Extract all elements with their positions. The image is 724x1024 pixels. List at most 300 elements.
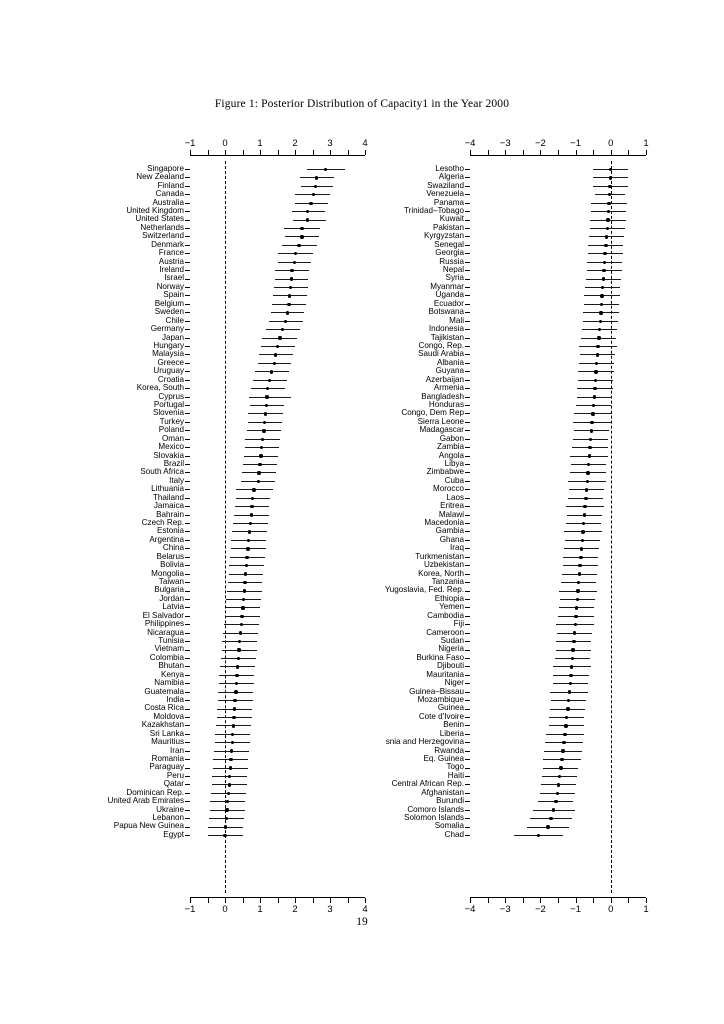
- posterior-mean-point: [564, 724, 567, 727]
- country-label: Indonesia: [428, 324, 464, 334]
- posterior-mean-point: [608, 185, 611, 188]
- row-axis-tick: [465, 388, 470, 389]
- row-axis-tick: [465, 810, 470, 811]
- country-label: Malaysia: [152, 349, 184, 359]
- country-label: Afghanistan: [421, 787, 464, 797]
- country-label: Lithuania: [151, 484, 184, 494]
- country-label: Ethiopia: [434, 593, 464, 603]
- posterior-mean-point: [554, 800, 557, 803]
- row-axis-tick: [465, 498, 470, 499]
- posterior-mean-point: [565, 716, 568, 719]
- posterior-mean-point: [571, 648, 574, 651]
- country-label: Switzerland: [142, 231, 184, 241]
- x-tick: [540, 898, 541, 903]
- row-axis-tick: [465, 692, 470, 693]
- country-label: Tanzania: [431, 576, 464, 586]
- country-label: Burkina Faso: [416, 652, 464, 662]
- country-label: Bangladesh: [421, 391, 464, 401]
- country-label: Fiji: [453, 619, 464, 629]
- country-label: Israel: [164, 273, 184, 283]
- country-label: Slovenia: [152, 408, 184, 418]
- posterior-mean-point: [576, 589, 579, 592]
- country-label: Mauritius: [151, 737, 184, 747]
- country-label: Swaziland: [427, 180, 464, 190]
- row-axis-tick: [465, 472, 470, 473]
- country-label: Hungary: [153, 340, 184, 350]
- row-axis-tick: [465, 329, 470, 330]
- country-label: Chad: [444, 829, 464, 839]
- posterior-mean-point: [569, 674, 572, 677]
- country-label: Netherlands: [140, 222, 184, 232]
- country-label: Bhutan: [158, 661, 184, 671]
- posterior-mean-point: [571, 657, 574, 660]
- row-axis-tick: [465, 422, 470, 423]
- country-label: Mozambique: [417, 694, 464, 704]
- row-axis-tick: [465, 236, 470, 237]
- row-axis-tick: [465, 717, 470, 718]
- posterior-mean-point: [575, 606, 578, 609]
- posterior-mean-point: [603, 261, 606, 264]
- country-label: Guinea–Bissau: [409, 686, 464, 696]
- country-label: Uruguay: [153, 366, 184, 376]
- row-axis-tick: [465, 312, 470, 313]
- x-tick: [505, 150, 506, 155]
- row-axis-tick: [465, 253, 470, 254]
- page-number: 19: [356, 916, 368, 928]
- posterior-mean-point: [558, 775, 561, 778]
- country-label: Canada: [155, 189, 184, 199]
- country-label: Tunisia: [158, 635, 184, 645]
- country-label: Somalia: [434, 821, 464, 831]
- row-axis-tick: [465, 346, 470, 347]
- row-axis-tick: [465, 413, 470, 414]
- country-label: Korea, North: [418, 568, 464, 578]
- row-axis-tick: [465, 380, 470, 381]
- country-label: Panama: [433, 197, 464, 207]
- country-label: India: [166, 694, 184, 704]
- x-tick: [628, 150, 629, 155]
- posterior-mean-point: [602, 277, 605, 280]
- country-label: Croatia: [157, 374, 184, 384]
- row-axis-tick: [465, 228, 470, 229]
- row-axis-tick: [465, 439, 470, 440]
- posterior-mean-point: [557, 783, 560, 786]
- country-label: Kuwait: [439, 214, 464, 224]
- country-label: Uganda: [435, 290, 464, 300]
- country-label: Mongolia: [151, 568, 184, 578]
- country-label: Mali: [449, 315, 464, 325]
- posterior-mean-point: [560, 758, 563, 761]
- posterior-mean-point: [579, 556, 582, 559]
- country-label: Honduras: [428, 399, 464, 409]
- row-axis-tick: [465, 768, 470, 769]
- country-label: Zambia: [437, 442, 464, 452]
- x-tick: [540, 150, 541, 155]
- x-tick: [523, 898, 524, 903]
- x-tick-label: 1: [257, 904, 263, 915]
- row-axis-tick: [465, 464, 470, 465]
- country-label: snia and Herzegovina: [385, 737, 464, 747]
- row-axis-tick: [465, 633, 470, 634]
- posterior-mean-point: [600, 294, 603, 297]
- posterior-mean-point: [570, 665, 573, 668]
- country-label: Gabon: [439, 433, 464, 443]
- country-label: Haiti: [447, 770, 464, 780]
- row-axis-tick: [465, 565, 470, 566]
- country-label: New Zealand: [136, 172, 184, 182]
- country-label: Austria: [158, 256, 184, 266]
- row-axis-tick: [465, 186, 470, 187]
- country-label: Djibouti: [437, 661, 464, 671]
- country-label: Turkmenistan: [415, 551, 464, 561]
- posterior-mean-point: [587, 463, 590, 466]
- row-axis-tick: [465, 279, 470, 280]
- country-label: China: [162, 543, 184, 553]
- row-axis-tick: [465, 506, 470, 507]
- posterior-mean-point: [569, 682, 572, 685]
- country-label: Czech Rep.: [141, 517, 184, 527]
- posterior-mean-point: [566, 707, 569, 710]
- x-tick: [576, 898, 577, 903]
- posterior-mean-point: [567, 699, 570, 702]
- x-tick-label: 0: [608, 138, 614, 149]
- posterior-mean-point: [574, 623, 577, 626]
- x-tick: [646, 150, 647, 155]
- figure-caption: Figure 1: Posterior Distribution of Capacity1 in the Year 2000: [214, 98, 510, 110]
- country-label: Russia: [439, 256, 464, 266]
- country-label: Nigeria: [438, 644, 464, 654]
- row-axis-tick: [465, 742, 470, 743]
- posterior-mean-point: [572, 640, 575, 643]
- row-axis-tick: [465, 658, 470, 659]
- row-axis-tick: [465, 616, 470, 617]
- x-tick-label: 3: [327, 904, 333, 915]
- x-tick: [576, 150, 577, 155]
- row-axis-tick: [465, 523, 470, 524]
- country-label: Albania: [436, 357, 464, 367]
- posterior-mean-point: [561, 749, 564, 752]
- country-label: Gambia: [435, 526, 464, 536]
- x-tick-label: −3: [499, 904, 511, 915]
- row-axis-tick: [465, 430, 470, 431]
- country-label: Korea, South: [136, 383, 184, 393]
- x-tick-label: −1: [570, 904, 582, 915]
- country-label: Egypt: [163, 829, 184, 839]
- country-label: France: [158, 248, 184, 258]
- row-axis-tick: [465, 582, 470, 583]
- x-tick-label: −2: [534, 138, 546, 149]
- country-label: Finland: [157, 180, 184, 190]
- posterior-mean-point: [596, 345, 599, 348]
- posterior-mean-point: [586, 480, 589, 483]
- x-tick: [558, 898, 559, 903]
- country-label: Namibia: [154, 678, 184, 688]
- country-label: Iran: [170, 745, 184, 755]
- posterior-mean-point: [591, 412, 594, 415]
- country-label: Kenya: [161, 669, 184, 679]
- posterior-mean-point: [593, 387, 596, 390]
- x-tick: [523, 150, 524, 155]
- country-label: Bahrain: [156, 509, 184, 519]
- country-label: Saudi Arabia: [418, 349, 464, 359]
- posterior-mean-point: [537, 834, 540, 837]
- x-tick-label: 0: [608, 904, 614, 915]
- posterior-mean-point: [559, 766, 562, 769]
- posterior-mean-point: [581, 530, 584, 533]
- country-label: El Salvador: [142, 610, 184, 620]
- posterior-mean-point: [605, 235, 608, 238]
- posterior-mean-point: [590, 429, 593, 432]
- country-label: Japan: [161, 332, 184, 342]
- country-label: Taiwan: [158, 576, 184, 586]
- posterior-mean-point: [592, 404, 595, 407]
- posterior-mean-point: [606, 227, 609, 230]
- country-label: Italy: [169, 475, 184, 485]
- country-label: South Africa: [140, 467, 184, 477]
- country-label: Costa Rica: [144, 703, 184, 713]
- row-axis-tick: [465, 776, 470, 777]
- x-tick: [488, 898, 489, 903]
- x-tick-label: −4: [464, 904, 476, 915]
- country-label: Qatar: [163, 779, 184, 789]
- country-label: Azerbaijan: [425, 374, 464, 384]
- posterior-mean-point: [588, 446, 591, 449]
- x-tick: [558, 150, 559, 155]
- posterior-mean-point: [594, 379, 597, 382]
- row-axis-tick: [465, 203, 470, 204]
- posterior-mean-point: [586, 471, 589, 474]
- country-label: Guatemala: [144, 686, 184, 696]
- country-label: Peru: [166, 770, 184, 780]
- country-label: Slovakia: [153, 450, 184, 460]
- country-label: Sweden: [154, 307, 184, 317]
- country-label: Chile: [165, 315, 184, 325]
- country-label: Morocco: [432, 484, 464, 494]
- posterior-mean-point: [578, 564, 581, 567]
- posterior-mean-point: [603, 252, 606, 255]
- country-label: Myanmar: [430, 281, 464, 291]
- country-label: Cote d'Ivoire: [418, 711, 464, 721]
- posterior-mean-point: [606, 218, 609, 221]
- country-label: Romania: [151, 754, 184, 763]
- country-label: Libya: [444, 458, 464, 468]
- country-label: Eritrea: [440, 501, 464, 511]
- posterior-mean-point: [581, 539, 584, 542]
- country-label: Jamaica: [153, 501, 184, 511]
- country-label: Togo: [446, 762, 464, 772]
- x-tick-label: 1: [643, 138, 649, 149]
- x-tick: [611, 898, 612, 903]
- country-label: Congo, Rep.: [418, 340, 464, 350]
- posterior-mean-point: [549, 817, 552, 820]
- row-axis-tick: [465, 405, 470, 406]
- row-axis-tick: [465, 177, 470, 178]
- row-axis-tick: [465, 371, 470, 372]
- posterior-mean-point: [576, 598, 579, 601]
- country-label: Australia: [152, 197, 184, 207]
- country-label: Ecuador: [433, 298, 464, 308]
- row-axis-tick: [465, 751, 470, 752]
- x-tick-label: 1: [257, 138, 263, 149]
- country-label: Singapore: [147, 163, 184, 173]
- country-label: Cuba: [444, 475, 464, 485]
- country-label: Trinidad–Tobago: [404, 206, 464, 216]
- posterior-mean-point: [588, 454, 591, 457]
- country-label: Moldova: [153, 711, 184, 721]
- posterior-mean-point: [585, 488, 588, 491]
- row-axis-tick: [465, 194, 470, 195]
- country-label: Lesotho: [435, 163, 464, 173]
- row-axis-tick: [465, 295, 470, 296]
- x-tick: [646, 898, 647, 903]
- country-label: Germany: [150, 324, 184, 334]
- row-axis-tick: [465, 700, 470, 701]
- row-axis-tick: [465, 245, 470, 246]
- row-axis-tick: [465, 515, 470, 516]
- country-label: Syria: [445, 273, 464, 283]
- row-axis-tick: [465, 557, 470, 558]
- country-label: Spain: [163, 290, 184, 300]
- country-label: Denmark: [151, 239, 184, 249]
- x-tick-label: 1: [643, 904, 649, 915]
- country-label: Cambodia: [427, 610, 464, 620]
- posterior-mean-point: [580, 547, 583, 550]
- x-tick: [470, 898, 471, 903]
- row-axis-tick: [465, 456, 470, 457]
- posterior-mean-point: [601, 286, 604, 289]
- row-axis-tick: [465, 321, 470, 322]
- country-label: Macedonia: [424, 517, 464, 527]
- country-label: United States: [135, 214, 184, 224]
- posterior-mean-point: [604, 244, 607, 247]
- country-label: Belgium: [154, 298, 184, 308]
- posterior-mean-point: [590, 421, 593, 424]
- row-axis-tick: [465, 784, 470, 785]
- row-axis-tick: [465, 591, 470, 592]
- country-label: Benin: [443, 720, 464, 730]
- posterior-mean-point: [599, 320, 602, 323]
- posterior-mean-point: [578, 572, 581, 575]
- posterior-mean-point: [589, 438, 592, 441]
- x-tick: [488, 150, 489, 155]
- posterior-mean-point: [600, 303, 603, 306]
- country-label: Argentina: [149, 534, 184, 544]
- row-axis-tick: [465, 683, 470, 684]
- row-axis-tick: [465, 607, 470, 608]
- country-label: Paraguay: [149, 762, 184, 772]
- country-label: Armenia: [433, 383, 464, 393]
- x-tick-label: 0: [222, 138, 228, 149]
- country-label: Venezuela: [426, 189, 464, 199]
- row-axis-tick: [465, 599, 470, 600]
- country-label: Uzbekistan: [423, 560, 464, 570]
- x-tick-label: −2: [534, 904, 546, 915]
- country-label: Nicaragua: [147, 627, 184, 637]
- x-tick-label: −1: [570, 138, 582, 149]
- posterior-mean-point: [574, 615, 577, 618]
- country-label: Greece: [157, 357, 184, 367]
- posterior-mean-point: [607, 202, 610, 205]
- country-label: Poland: [158, 425, 184, 435]
- row-axis-tick: [465, 262, 470, 263]
- country-label: Brazil: [163, 458, 184, 468]
- row-axis-tick: [465, 650, 470, 651]
- country-label: Central African Rep.: [391, 779, 464, 789]
- x-tick: [505, 898, 506, 903]
- country-label: Zimbabwe: [426, 467, 464, 477]
- country-label: Sierra Leone: [417, 416, 464, 426]
- row-axis-tick: [465, 818, 470, 819]
- posterior-mean-point: [583, 513, 586, 516]
- country-label: Botswana: [428, 307, 464, 317]
- row-axis-tick: [465, 835, 470, 836]
- row-axis-tick: [465, 304, 470, 305]
- posterior-mean-point: [599, 311, 602, 314]
- posterior-mean-point: [573, 631, 576, 634]
- country-label: Kyrgyzstan: [423, 231, 464, 241]
- row-axis-tick: [465, 675, 470, 676]
- row-axis-tick: [465, 709, 470, 710]
- row-axis-tick: [465, 531, 470, 532]
- country-label: Norway: [156, 281, 184, 291]
- country-label: Yemen: [439, 602, 464, 612]
- row-axis-tick: [465, 793, 470, 794]
- row-axis-tick: [465, 397, 470, 398]
- row-axis-tick: [465, 354, 470, 355]
- posterior-mean-point: [584, 497, 587, 500]
- row-axis-tick: [465, 220, 470, 221]
- country-label: Georgia: [435, 248, 464, 258]
- country-label: Comoro Islands: [407, 804, 464, 814]
- posterior-mean-point: [598, 328, 601, 331]
- x-tick: [628, 898, 629, 903]
- posterior-mean-point: [582, 522, 585, 525]
- row-axis-tick: [465, 169, 470, 170]
- country-label: Kazakhstan: [141, 720, 184, 730]
- row-axis-tick: [465, 287, 470, 288]
- country-label: Latvia: [162, 602, 184, 612]
- country-label: Iraq: [450, 543, 464, 553]
- row-axis-tick: [465, 827, 470, 828]
- country-label: Guinea: [437, 703, 464, 713]
- x-tick-label: −4: [464, 138, 476, 149]
- country-label: Nepal: [442, 265, 464, 275]
- x-tick-label: 2: [292, 904, 298, 915]
- country-label: Dominican Rep.: [126, 787, 184, 797]
- posterior-mean-point: [609, 168, 612, 171]
- posterior-mean-point: [546, 825, 549, 828]
- country-label: Sri Lanka: [149, 728, 184, 738]
- row-axis-tick: [465, 725, 470, 726]
- posterior-mean-point: [552, 808, 555, 811]
- row-axis-tick: [465, 641, 470, 642]
- country-label: Mexico: [158, 442, 184, 452]
- country-label: Portugal: [153, 399, 184, 409]
- x-tick: [611, 150, 612, 155]
- country-label: Oman: [161, 433, 184, 443]
- row-axis-tick: [465, 759, 470, 760]
- row-axis-tick: [465, 540, 470, 541]
- row-axis-tick: [465, 574, 470, 575]
- posterior-mean-point: [556, 792, 559, 795]
- country-label: Guyana: [435, 366, 464, 376]
- country-label: Ireland: [159, 265, 184, 275]
- posterior-mean-point: [593, 395, 596, 398]
- country-label: United Arab Emirates: [107, 796, 184, 806]
- row-axis-tick: [465, 666, 470, 667]
- posterior-mean-point: [583, 505, 586, 508]
- posterior-mean-point: [609, 176, 612, 179]
